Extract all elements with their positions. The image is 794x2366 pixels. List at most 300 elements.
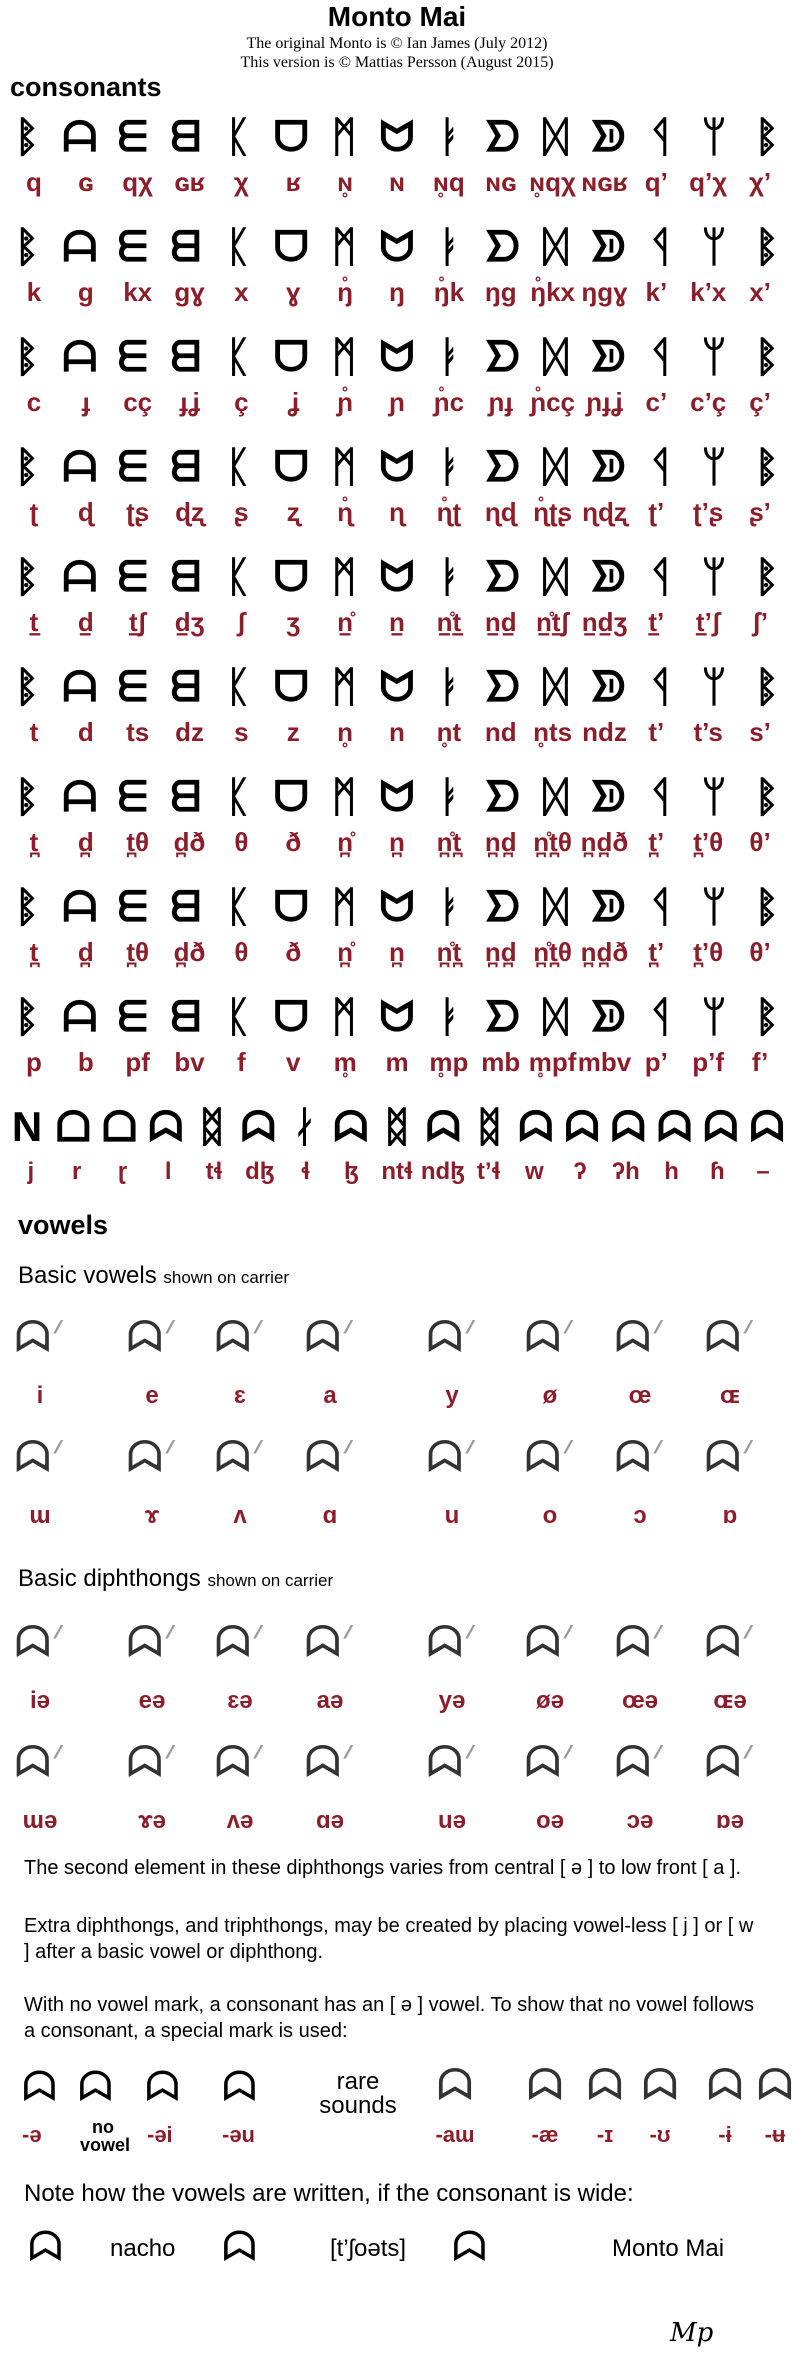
consonant-label: t̪’θ (693, 827, 724, 857)
vowel-mark: ᐟ (163, 1618, 178, 1667)
vowel-mark: ᐟ (341, 1313, 356, 1362)
credit-line-1: The original Monto is © Ian James (July 2012) (246, 35, 548, 52)
wide-consonant-note: Note how the vowels are written, if the consonant is wide: (24, 2180, 634, 2207)
consonant-label: ɲɟʝ (586, 387, 623, 417)
page-title: Monto Mai (327, 1, 467, 32)
vowel-mark: ᐟ (463, 1433, 478, 1482)
consonant-label: t̪’ (648, 937, 665, 967)
consonant-glyph: ᛕ (225, 223, 251, 270)
consonant-label: dz (175, 717, 204, 747)
example-nacho: nacho (110, 2235, 176, 2262)
consonant-glyph: ᛕ (225, 443, 251, 490)
consonant-label: n̪d̪ (484, 827, 517, 857)
consonant-label: n (389, 717, 405, 747)
consonant-label: n̪d̪ð (580, 827, 629, 857)
consonant-label: q (25, 167, 42, 197)
consonant-glyph: ᛩ (648, 883, 674, 930)
consonant-label: ŋg (484, 277, 517, 307)
carrier-base: ᗣ (614, 1738, 652, 1787)
vowel-mark: ᐟ (651, 1618, 666, 1667)
consonant-label: ɳ̊ʈ (436, 497, 462, 527)
consonant-glyph: ᛔ (14, 993, 40, 1040)
vowel-label: ɛ (234, 1382, 246, 1409)
consonant-glyph: ᗺ (170, 333, 201, 380)
consonant-glyph: ᛗ (331, 223, 357, 270)
consonant-label: mb (481, 1047, 521, 1077)
carrier-glyph (10, 1430, 70, 1486)
consonant-label: gɣ (174, 277, 205, 307)
carrier-base: ᗣ (704, 1313, 742, 1362)
consonant-label: kx (123, 277, 153, 307)
consonant-label: – (756, 1158, 770, 1185)
consonant-glyph: ᗜ (273, 223, 309, 270)
carrier-base: ᗣ (214, 1313, 252, 1362)
vowel-label: u (444, 1502, 460, 1529)
carrier-base: ᗣ (524, 1738, 562, 1787)
carrier-glyph (520, 1615, 580, 1671)
vowel-label: ɑ (322, 1502, 338, 1529)
vowel-label: iə (29, 1687, 51, 1714)
consonant-label: ŋ̊k (433, 277, 465, 307)
consonant-glyph: ᛗ (331, 993, 357, 1040)
consonant-label: χ’ (748, 167, 772, 197)
consonant-glyph-row (8, 330, 786, 386)
consonant-label: c (26, 387, 42, 417)
consonant-glyph: ᗤ (485, 993, 521, 1040)
consonant-glyph: ᛗ (331, 113, 357, 160)
vowel-mark: ᐟ (163, 1433, 178, 1482)
mark-label-eu: -əu (222, 2122, 255, 2147)
rare-label: -æ (531, 2122, 559, 2147)
consonant-label: m̥p (429, 1047, 469, 1077)
example-tshoets: [t’ʃoəts] (330, 2235, 407, 2262)
consonant-label: ɟʝ (179, 387, 200, 417)
consonant-glyph: ᛔ (14, 553, 40, 600)
consonant-glyph: ᗺ (170, 223, 201, 270)
consonant-glyph: ᗢ (379, 663, 415, 710)
consonant-glyph: ᗤ (485, 223, 521, 270)
consonant-glyph: ᛓ (437, 443, 463, 490)
consonant-label: ʝ (287, 387, 300, 417)
signature: Mp (670, 2318, 714, 2348)
consonant-label: ɲ (389, 387, 405, 417)
consonant-glyph: ᛘ (701, 333, 727, 380)
consonant-glyph: ᛔ (14, 663, 40, 710)
consonant-label: n̪̊ (337, 937, 354, 967)
consonant-label: ɟ (81, 387, 91, 417)
consonant-glyph: ᗜ (273, 333, 309, 380)
consonant-label: t (29, 717, 39, 747)
consonant-label: s’ (749, 717, 771, 747)
carrier-glyph (210, 1615, 270, 1671)
consonant-label: ʈ’ʂ (693, 497, 724, 527)
consonant-glyph: ᗺ (170, 883, 201, 930)
consonant-glyph: ᗤ (485, 113, 521, 160)
consonant-glyph: ᗴ (117, 663, 148, 710)
consonant-label: n̪̊ (337, 827, 354, 857)
consonant-glyph: ᛅ (291, 1103, 318, 1150)
consonant-glyph: ᛔ (14, 333, 40, 380)
consonant-label: n̪d̪ (484, 937, 517, 967)
rare-sounds-label: rare sounds (319, 2068, 397, 2119)
vowel-label: i (36, 1382, 44, 1409)
consonant-glyph: ᛗ (331, 553, 357, 600)
consonant-label: ç’ (749, 387, 771, 417)
vowel-mark: ᐟ (251, 1738, 266, 1787)
consonant-glyph: ᛞ (542, 663, 569, 710)
consonant-label: t̪θ (126, 937, 150, 967)
consonant-glyph: ᛩ (648, 553, 674, 600)
carrier-glyph (122, 1310, 182, 1366)
example-monto-mai: Monto Mai (612, 2235, 725, 2262)
consonant-label: ʈʂ (126, 497, 150, 527)
carrier-glyph (210, 1310, 270, 1366)
vowel-label: ø (542, 1382, 558, 1409)
carrier-glyph (422, 1430, 482, 1486)
consonant-glyph: ᗺ (170, 663, 201, 710)
consonant-glyph: ᛩ (648, 443, 674, 490)
consonant-label: ŋ̊kx (530, 277, 575, 307)
consonant-glyph: ᛓ (437, 223, 463, 270)
consonant-glyph: ᛩ (648, 993, 674, 1040)
consonant-label: n̥ts (533, 717, 573, 747)
consonant-label: ʐ (286, 497, 300, 527)
consonant-label: n̠̊t̠ (436, 607, 462, 637)
consonant-glyph: ᛓ (437, 883, 463, 930)
carrier-glyph (422, 1615, 482, 1671)
carrier-glyph (520, 1310, 580, 1366)
consonant-glyph: ᗥ (590, 553, 626, 600)
consonant-label: t’ (648, 717, 665, 747)
consonant-glyph: ᗩ (62, 333, 98, 380)
consonant-label: d̪ (77, 827, 94, 857)
consonant-glyph-row (8, 990, 786, 1046)
carrier-base: ᗣ (304, 1738, 342, 1787)
rare-glyph: ᗣ (641, 2061, 679, 2110)
vowel-mark: ᐟ (561, 1313, 576, 1362)
consonant-label: p’f (692, 1047, 725, 1077)
consonant-label: n̠ (389, 607, 405, 637)
consonant-label: χ (233, 167, 249, 197)
vowel-mark: ᐟ (51, 1618, 66, 1667)
consonant-glyph: ᗤ (485, 443, 521, 490)
consonant-label: ɲ̊c (433, 387, 465, 417)
consonant-label: pf (125, 1047, 150, 1077)
carrier-glyph (700, 1615, 760, 1671)
carrier-glyph (122, 1735, 182, 1791)
consonant-glyph-row (8, 1100, 786, 1156)
consonant-glyph: ᛞ (542, 993, 569, 1040)
consonant-label: ɲ̊ (337, 387, 354, 417)
consonant-glyph: ᛗ (331, 883, 357, 930)
basic-vowels-title: Basic vowels (18, 1262, 157, 1289)
consonant-glyph: ᗤ (485, 663, 521, 710)
consonant-label: n̪ (389, 937, 405, 967)
carrier-glyph (610, 1430, 670, 1486)
carrier-base: ᗣ (304, 1433, 342, 1482)
consonant-label: ʈ (29, 497, 39, 527)
consonant-label: θ’ (749, 937, 771, 967)
consonant-glyph: ᛗ (331, 443, 357, 490)
consonant-glyph: ᛞ (542, 443, 569, 490)
consonant-glyph: ᛩ (648, 113, 674, 160)
consonant-label: ndz (582, 717, 627, 747)
consonant-label: l (164, 1158, 172, 1185)
consonant-glyph: ᛕ (225, 333, 251, 380)
carrier-glyph (520, 1430, 580, 1486)
consonant-glyph: ᗩ (62, 223, 98, 270)
carrier-base: ᗣ (524, 1433, 562, 1482)
vowel-mark: ᐟ (341, 1433, 356, 1482)
vowel-label: uə (437, 1807, 467, 1834)
vowel-mark: ᐟ (51, 1313, 66, 1362)
consonant-glyph: ᗥ (590, 443, 626, 490)
consonant-label: n̠̊ (337, 607, 354, 637)
consonant-glyph: ᗣ (148, 1103, 184, 1150)
consonant-glyph: ᛘ (701, 993, 727, 1040)
consonant-label: f’ (751, 1047, 769, 1077)
consonant-label-row (8, 166, 786, 198)
consonant-glyph: ᗜ (273, 663, 309, 710)
consonant-glyph: ᛘ (701, 663, 727, 710)
carrier-base: ᗣ (704, 1618, 742, 1667)
carrier-glyph (300, 1735, 360, 1791)
consonant-glyph: ᗥ (590, 113, 626, 160)
consonant-glyph-row (8, 440, 786, 496)
example-glyph-monto-mai: ᗣ (452, 2223, 487, 2270)
consonant-label: qχ (122, 167, 154, 197)
consonant-label: nd (484, 717, 517, 747)
vowel-label: ɤə (138, 1807, 166, 1834)
consonant-label: d̪ (77, 937, 94, 967)
carrier-base: ᗣ (614, 1433, 652, 1482)
consonant-label: q’ (644, 167, 668, 197)
consonant-label: θ (234, 937, 249, 967)
consonant-glyph: ᛥ (384, 1103, 410, 1150)
vowel-label: ɑə (315, 1807, 345, 1834)
consonant-glyph: ᛕ (225, 553, 251, 600)
consonant-label-row (8, 936, 786, 968)
consonant-label: ɳɖʐ (582, 497, 627, 527)
consonant-label: v (286, 1047, 301, 1077)
consonant-label: ʔ (573, 1158, 587, 1185)
consonant-glyph: ᛔ (754, 883, 780, 930)
consonant-glyph-row (8, 660, 786, 716)
consonant-glyph: ᗥ (590, 333, 626, 380)
consonant-glyph: ᗢ (379, 113, 415, 160)
basic-vowels-heading (18, 1262, 289, 1290)
consonant-label: ɴ̥q (432, 167, 465, 197)
consonant-label: n̪̊t̪θ (533, 937, 572, 967)
carrier-glyph (10, 1615, 70, 1671)
carrier-glyph (10, 1735, 70, 1791)
consonant-label: mbv (577, 1047, 632, 1077)
vowel-mark: ᐟ (741, 1618, 756, 1667)
vowel-mark: ᐟ (741, 1738, 756, 1787)
carrier-base: ᗣ (126, 1618, 164, 1667)
consonant-glyph: ᛓ (437, 773, 463, 820)
consonants-heading: consonants (10, 72, 162, 102)
mark-glyph-ei: ᗣ (145, 2063, 180, 2110)
vowel-label: ɒə (715, 1807, 745, 1834)
vowel-label: ɤ (144, 1502, 160, 1529)
vowel-mark: ᐟ (251, 1433, 266, 1482)
consonant-glyph: ᛓ (437, 663, 463, 710)
carrier-base: ᗣ (304, 1618, 342, 1667)
consonant-label: c’ (645, 387, 668, 417)
consonant-label: ɮ (343, 1158, 359, 1185)
consonant-glyph-row (8, 550, 786, 606)
consonant-glyph: ᗩ (62, 443, 98, 490)
consonant-label: ð (285, 827, 302, 857)
consonant-label: h (664, 1158, 679, 1185)
consonant-label-row (8, 716, 786, 748)
consonant-label: n̠̊t̠ʃ (535, 607, 570, 637)
consonant-glyph: ᗥ (590, 993, 626, 1040)
consonant-glyph: ᛕ (225, 993, 251, 1040)
consonant-label: ʁ (285, 167, 301, 197)
consonant-label: n̠d̠ (484, 607, 517, 637)
consonant-glyph: ᛔ (754, 113, 780, 160)
consonant-glyph: ᗣ (703, 1103, 739, 1150)
consonant-glyph: ᛘ (701, 443, 727, 490)
carrier-base: ᗣ (426, 1738, 464, 1787)
consonant-glyph: ᗩ (62, 113, 98, 160)
consonant-glyph: ᛓ (437, 333, 463, 380)
consonant-glyph: ᗴ (117, 333, 148, 380)
consonant-label: ʃ (237, 607, 246, 637)
carrier-base: ᗣ (14, 1738, 52, 1787)
vowel-label: e (145, 1382, 159, 1409)
consonant-glyph: ᛓ (437, 993, 463, 1040)
carrier-base: ᗣ (14, 1433, 52, 1482)
consonant-glyph: ᛞ (542, 333, 569, 380)
consonant-glyph: ᛞ (542, 223, 569, 270)
consonant-glyph: ᗥ (590, 663, 626, 710)
consonant-glyph: ᛘ (701, 553, 727, 600)
carrier-base: ᗣ (126, 1313, 164, 1362)
consonant-glyph: ᛞ (542, 883, 569, 930)
consonant-glyph: ᗴ (117, 223, 148, 270)
consonant-label: ç (234, 387, 249, 417)
vowel-mark: ᐟ (163, 1738, 178, 1787)
consonant-glyph-row (8, 880, 786, 936)
carrier-glyph (300, 1430, 360, 1486)
vowel-mark: ᐟ (741, 1433, 756, 1482)
consonant-label: ŋ (389, 277, 405, 307)
consonant-label: t̪ (29, 937, 39, 967)
consonant-label: ɴɢ (485, 167, 517, 197)
mark-glyph-no-vowel: ᗣ (78, 2063, 113, 2110)
consonant-glyph: ᗢ (379, 883, 415, 930)
consonant-glyph: ᗴ (117, 773, 148, 820)
consonant-glyph-row (8, 110, 786, 166)
paragraph-diphthong-range: The second element in these diphthongs varies from central [ ə ] to low front [ a ]. (24, 1857, 742, 1879)
vowel-label: œə (622, 1687, 658, 1714)
consonant-label: ɳ̊ʈʂ (533, 497, 573, 527)
consonant-glyph: ᗴ (117, 883, 148, 930)
consonant-label: d̪ð (173, 937, 206, 967)
rare-glyph: ᗣ (526, 2061, 564, 2110)
consonant-glyph: ᛕ (225, 663, 251, 710)
consonant-glyph: ᗜ (273, 113, 309, 160)
consonant-label: ɢ (78, 167, 94, 197)
vowel-label: eə (138, 1687, 166, 1714)
carrier-base: ᗣ (14, 1618, 52, 1667)
consonant-label: t’ɬ (476, 1158, 501, 1185)
rare-glyph: ᗣ (586, 2061, 624, 2110)
consonant-glyph: N (11, 1103, 43, 1150)
rare-label: -ʊ (649, 2122, 671, 2147)
consonant-glyph: ᛥ (476, 1103, 503, 1150)
consonant-label-row (8, 1046, 786, 1078)
consonant-glyph: ᗴ (117, 443, 148, 490)
carrier-base: ᗣ (426, 1433, 464, 1482)
vowel-label: yə (438, 1687, 466, 1714)
consonant-glyph: ᛩ (648, 773, 674, 820)
consonant-glyph: ᗝ (55, 1103, 91, 1150)
consonant-glyph: ᗺ (170, 553, 201, 600)
vowel-mark: ᐟ (651, 1313, 666, 1362)
consonant-glyph: ᛘ (701, 113, 727, 160)
consonant-glyph: ᗴ (117, 993, 148, 1040)
mark-label-no-vowel: no vowel (80, 2117, 131, 2155)
consonant-label: ɖ (77, 497, 94, 527)
vowel-label: ɶə (713, 1687, 747, 1714)
consonant-glyph: ᗢ (379, 553, 415, 600)
consonant-glyph: ᛕ (225, 113, 251, 160)
consonant-glyph: ᛘ (701, 223, 727, 270)
consonant-label: s (234, 717, 249, 747)
consonant-glyph: ᗣ (333, 1103, 369, 1150)
consonant-label: ʂ’ (749, 497, 771, 527)
consonant-glyph: ᗴ (117, 113, 148, 160)
consonant-glyph: ᗢ (379, 443, 415, 490)
credit-line-2: This version is © Mattias Persson (August 2015) (240, 54, 554, 71)
vowel-label: œ (628, 1382, 652, 1409)
carrier-glyph (300, 1310, 360, 1366)
carrier-base: ᗣ (524, 1618, 562, 1667)
carrier-glyph (610, 1615, 670, 1671)
consonant-label: ɢʁ (174, 167, 205, 197)
carrier-glyph (122, 1615, 182, 1671)
consonant-glyph: ᗢ (379, 333, 415, 380)
consonant-label: t̪ (29, 827, 39, 857)
vowel-mark: ᐟ (163, 1313, 178, 1362)
consonant-label: tɬ (205, 1158, 223, 1185)
carrier-glyph (610, 1310, 670, 1366)
carrier-base: ᗣ (214, 1738, 252, 1787)
consonant-label: ts (126, 717, 150, 747)
consonant-glyph: ᗣ (240, 1103, 276, 1150)
consonant-label: ʃ’ (752, 607, 769, 637)
mark-label-ei: -əi (147, 2122, 173, 2147)
consonant-glyph: ᛔ (754, 443, 780, 490)
consonant-label: ʈ’ (648, 497, 665, 527)
consonant-label: n̪̊t̪θ (533, 827, 572, 857)
carrier-glyph (422, 1735, 482, 1791)
consonant-glyph: ᗢ (379, 993, 415, 1040)
example-glyph-tshoets: ᗣ (222, 2223, 257, 2270)
consonant-glyph: ᗜ (273, 993, 309, 1040)
consonant-label: ɦ (710, 1158, 725, 1185)
consonant-glyph: ᛕ (225, 883, 251, 930)
consonant-label: cç (123, 387, 153, 417)
consonant-glyph: ᗥ (590, 773, 626, 820)
carrier-base: ᗣ (426, 1313, 464, 1362)
consonant-glyph: ᛩ (648, 333, 674, 380)
consonant-label: r (71, 1158, 82, 1185)
